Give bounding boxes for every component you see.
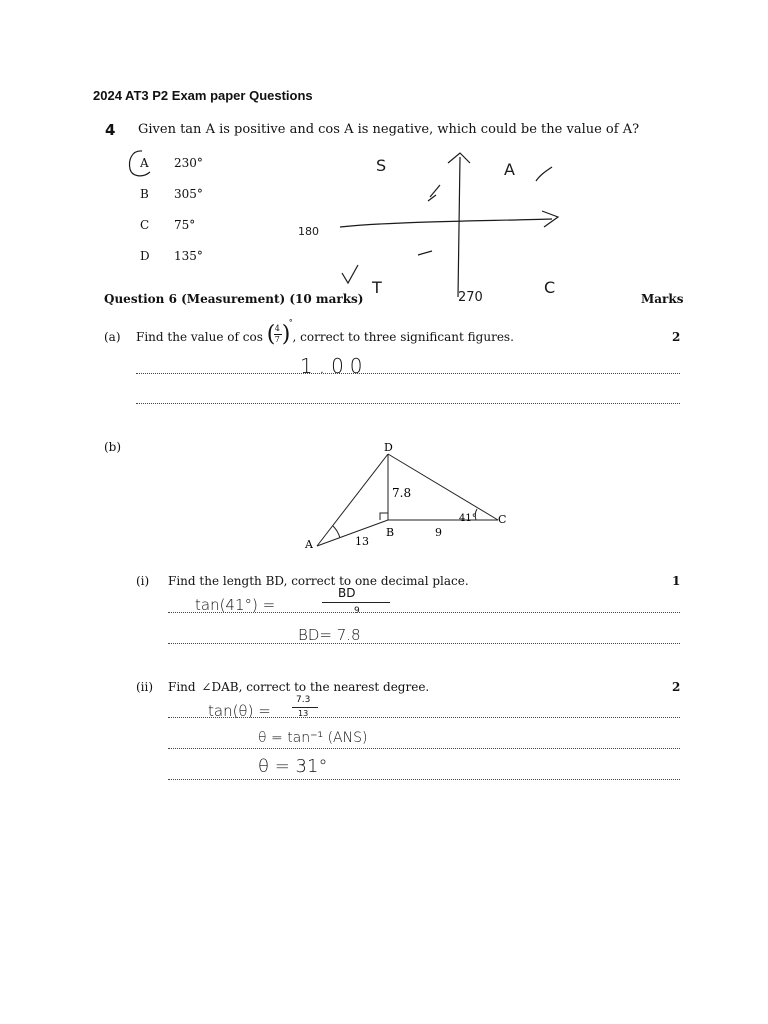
option-letter: B — [140, 187, 149, 201]
quadrant-label-a: A — [504, 160, 515, 179]
quadrant-label-t: T — [372, 278, 382, 297]
answer-line — [168, 748, 680, 749]
check-mark-icon — [428, 185, 440, 201]
check-mark-icon — [536, 167, 552, 181]
dash-mark — [418, 251, 432, 255]
answer-line — [136, 373, 680, 374]
part-bii-work-line3: θ = 31° — [258, 756, 328, 777]
answer-line — [168, 643, 680, 644]
y-axis-arrow-icon — [448, 153, 470, 163]
check-mark-icon — [342, 265, 358, 283]
x-axis — [340, 219, 552, 227]
part-bii-marks: 2 — [672, 680, 681, 694]
quadrant-label-c: C — [544, 278, 556, 297]
angle-label-180: 180 — [298, 225, 319, 238]
option-value: 75° — [174, 218, 196, 232]
page-title: 2024 AT3 P2 Exam paper Questions — [93, 88, 313, 103]
vertex-label-b: B — [386, 526, 395, 539]
part-a-answer: 1.00 — [300, 354, 369, 378]
vertex-label-d: D — [384, 441, 393, 454]
part-a-text-before: Find the value of cos — [136, 330, 263, 344]
close-paren: ) — [281, 321, 291, 347]
question-prompt: Given tan A is positive and cos A is negative, which could be the value of A? — [138, 122, 640, 137]
option-letter: C — [140, 218, 150, 232]
part-bi-label: (i) — [136, 574, 150, 588]
frac-num: 4 — [274, 323, 280, 333]
option-value: 135° — [174, 249, 203, 263]
part-bii-text: DAB, correct to the nearest degree. — [211, 680, 430, 694]
side-ad — [317, 454, 388, 546]
option-value: 305° — [174, 187, 203, 201]
y-axis — [458, 157, 460, 297]
angle-arc-a — [333, 526, 340, 538]
part-bii-work-line1: tan(θ) = — [208, 702, 271, 720]
length-label-ab: 13 — [355, 535, 369, 548]
quadrant-sketch — [290, 145, 590, 305]
part-bii-work-den: 13 — [298, 709, 309, 718]
part-bi-work-bar — [322, 602, 390, 603]
vertex-label-a: A — [305, 538, 313, 551]
part-bi-marks: 1 — [672, 574, 681, 588]
part-bi-work-line1: tan(41°) = — [195, 596, 276, 614]
part-a-label: (a) — [104, 330, 121, 344]
question-number: 4 — [105, 121, 116, 139]
part-bii-label: (ii) — [136, 680, 154, 694]
right-angle-mark — [380, 513, 388, 520]
angle-symbol: ∠ — [201, 680, 212, 694]
part-a-text-after: , correct to three significant figures. — [292, 330, 514, 344]
length-label-bd: 7.8 — [392, 486, 412, 500]
option-value: 230° — [174, 156, 203, 170]
answer-line — [168, 779, 680, 780]
part-bii-work-bar — [292, 707, 318, 708]
part-bii-work-num: 7.3 — [296, 695, 311, 705]
answer-circle-mark — [126, 148, 156, 180]
fraction-4-7 — [266, 317, 293, 347]
length-label-bc: 9 — [435, 526, 442, 539]
answer-line — [136, 403, 680, 404]
part-bii-prefix: Find — [168, 680, 196, 694]
part-bii-work-line2: θ = tan⁻¹ (ANS) — [258, 730, 368, 746]
part-bii-question — [168, 680, 429, 694]
part-bi-work-num: BD — [338, 586, 356, 600]
part-bi-question: Find the length BD, correct to one decimal place. — [168, 574, 469, 588]
answer-line — [168, 717, 680, 718]
part-bi-work-den: 9 — [354, 606, 360, 616]
marks-heading: Marks — [641, 292, 684, 306]
degree-sign: ° — [288, 317, 293, 327]
part-bi-work-line2: BD= 7.8 — [298, 626, 361, 644]
angle-label-270: 270 — [458, 290, 483, 305]
part-b-label: (b) — [104, 440, 122, 454]
open-paren: ( — [266, 321, 276, 347]
section-heading: Question 6 (Measurement) (10 marks) — [104, 292, 364, 306]
angle-label-41: 41° — [459, 513, 477, 524]
frac-den: 7 — [274, 334, 280, 344]
quadrant-label-s: S — [376, 156, 387, 175]
option-letter: D — [140, 249, 150, 263]
triangle-diagram — [300, 440, 520, 555]
answer-line — [168, 612, 680, 613]
option-letter: A — [140, 156, 149, 170]
part-a-marks: 2 — [672, 330, 681, 344]
part-a-question — [136, 317, 514, 347]
vertex-label-c: C — [498, 513, 507, 526]
